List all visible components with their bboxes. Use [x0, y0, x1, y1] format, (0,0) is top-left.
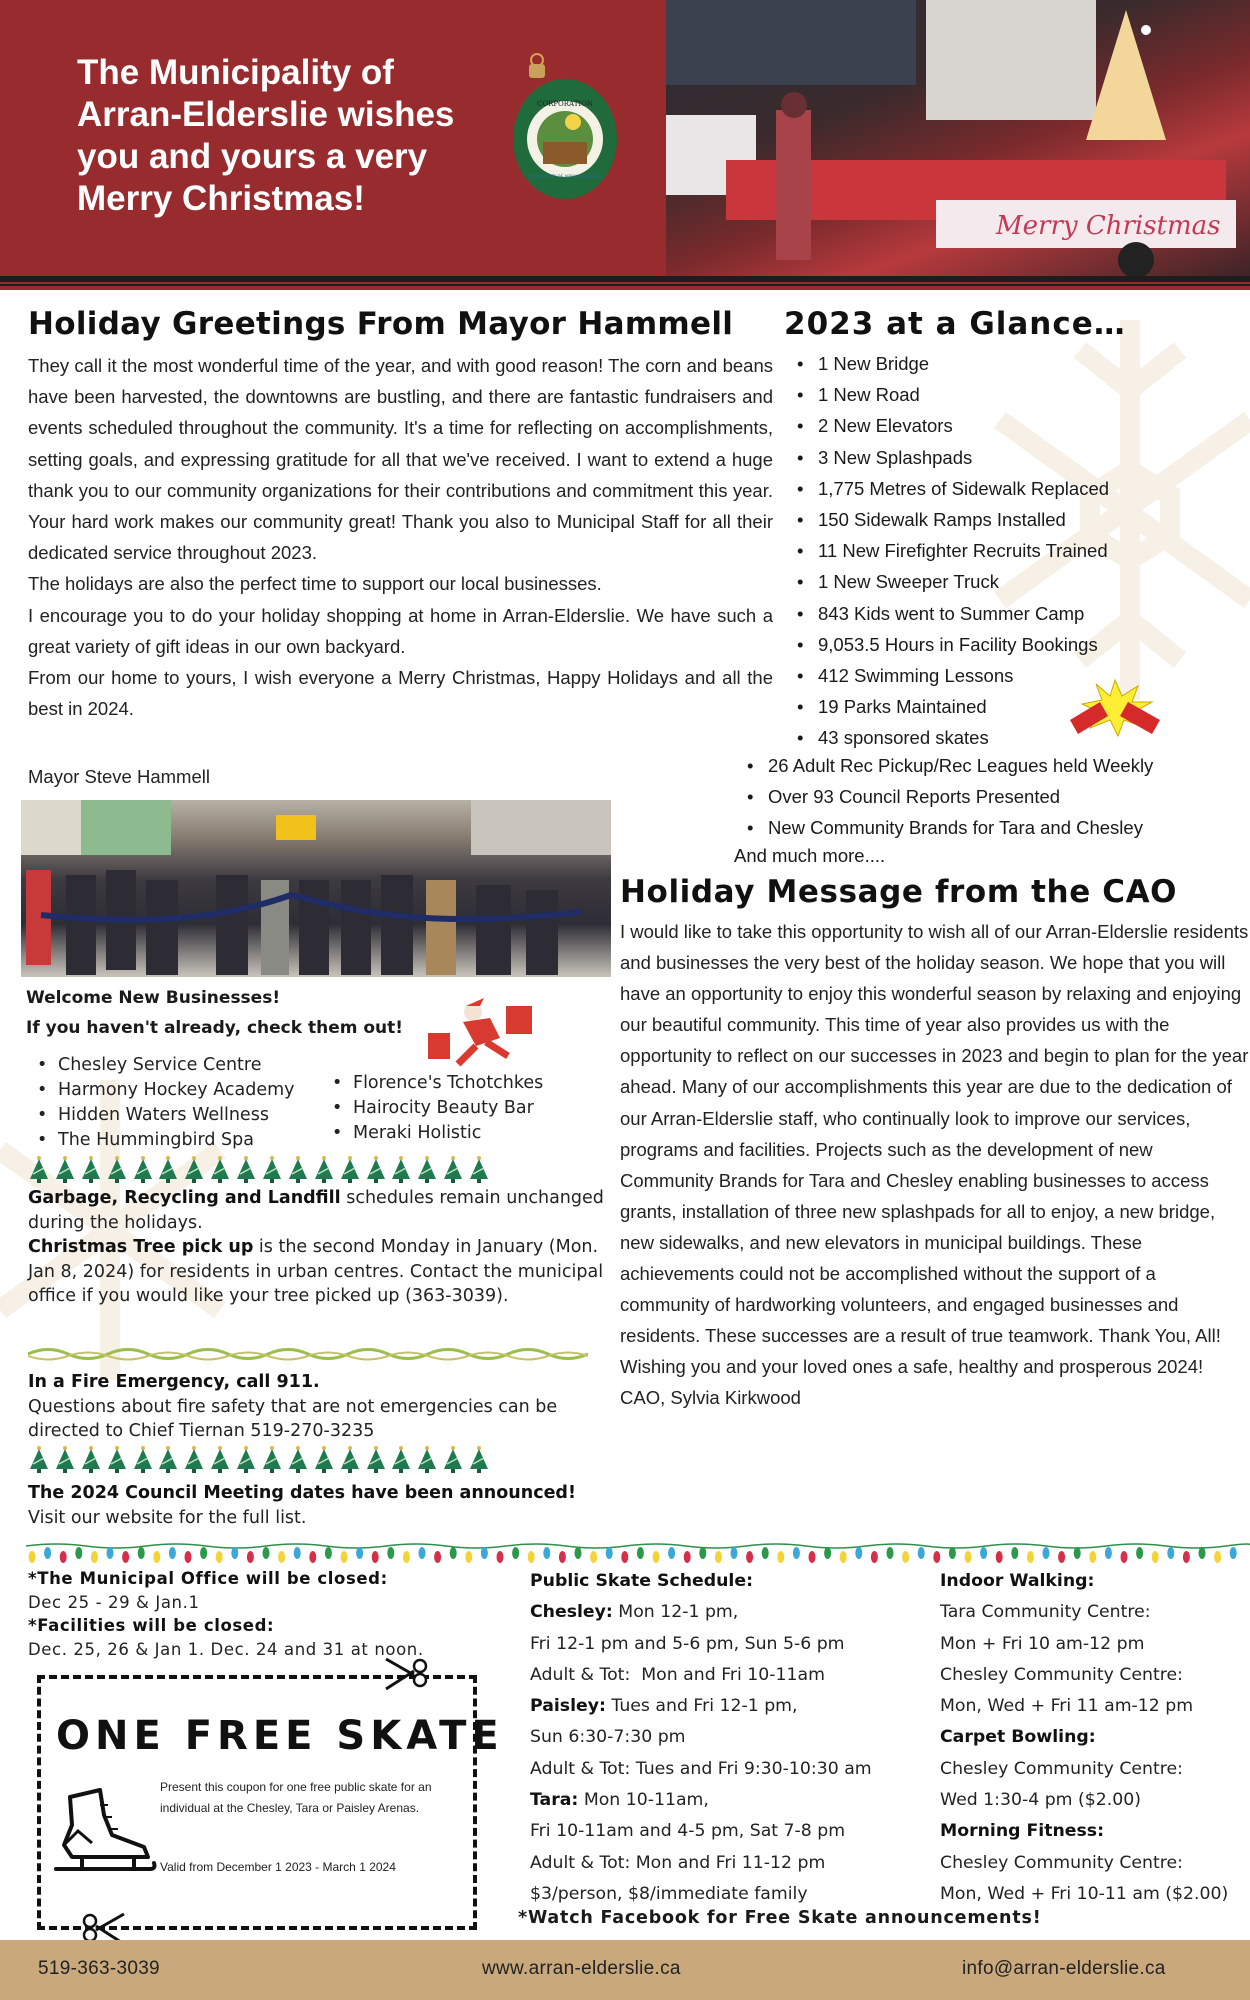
business-item: • Harmony Hockey Academy	[58, 1078, 295, 1103]
holly-garland-divider	[28, 1343, 588, 1365]
christmas-tree-icon	[416, 1156, 438, 1183]
christmas-tree-icon	[54, 1156, 76, 1183]
business-item: • Meraki Holistic	[353, 1121, 543, 1146]
glance-item: • New Community Brands for Tara and Chesley	[768, 812, 1153, 843]
ice-skate-icon	[52, 1785, 157, 1880]
christmas-tree-icon	[339, 1446, 361, 1473]
light-bulb-icon	[871, 1551, 878, 1563]
schedule-line: Sun 6:30-7:30 pm	[530, 1727, 686, 1748]
scissors-icon	[384, 1655, 430, 1691]
christmas-tree-icon	[106, 1156, 128, 1183]
business-item: • Hidden Waters Wellness	[58, 1103, 295, 1128]
christmas-tree-icon	[287, 1446, 309, 1473]
header-title-line: The Municipality of	[77, 53, 394, 92]
glance-item: • 26 Adult Rec Pickup/Rec Leagues held Weekly	[768, 750, 1153, 781]
council-notice-text: Visit our website for the full list.	[28, 1507, 307, 1528]
glance-section-title: 2023 at a Glance…	[784, 306, 1126, 342]
christmas-tree-icon	[157, 1156, 179, 1183]
schedule-line: Chesley Community Centre:	[940, 1758, 1183, 1779]
header-title-line: you and yours a very	[77, 137, 428, 176]
light-bulb-icon	[1011, 1547, 1018, 1559]
christmas-tree-icon	[442, 1156, 464, 1183]
businesses-list-right	[353, 1071, 543, 1146]
schedule-line: Mon 10-11am,	[578, 1790, 709, 1811]
christmas-tree-icon	[442, 1446, 464, 1473]
light-bulb-icon	[575, 1547, 582, 1559]
light-bulb-icon	[887, 1547, 894, 1559]
christmas-tree-icon	[157, 1446, 179, 1473]
office-closure-label: *The Municipal Office will be closed:	[28, 1569, 388, 1588]
glance-list-wide	[768, 750, 1153, 844]
light-bulb-icon	[902, 1551, 909, 1563]
schedule-line: Mon, Wed + Fri 11 am-12 pm	[940, 1696, 1194, 1717]
morning-fitness-title: Morning Fitness:	[940, 1821, 1105, 1842]
christmas-tree-icon	[390, 1156, 412, 1183]
light-bulb-icon	[809, 1551, 816, 1563]
coupon-body: Present this coupon for one free public skate for an individual at the Chesley, Tara or Paisley Arenas.	[160, 1780, 432, 1815]
light-bulb-icon	[497, 1551, 504, 1563]
light-bulb-icon	[138, 1547, 145, 1559]
mayor-signature: Mayor Steve Hammell	[28, 766, 210, 787]
schedule-line: Mon + Fri 10 am-12 pm	[940, 1633, 1145, 1654]
christmas-tree-icon	[261, 1156, 283, 1183]
coupon-title: ONE FREE SKATE	[56, 1713, 504, 1759]
light-bulb-icon	[1105, 1547, 1112, 1559]
light-bulb-icon	[403, 1551, 410, 1563]
businesses-list-left	[58, 1053, 295, 1153]
cao-paragraph: Wishing you and your loved ones a safe, healthy and prosperous 2024!	[620, 1356, 1204, 1378]
business-item: • Chesley Service Centre	[58, 1053, 295, 1078]
christmas-tree-icon	[261, 1446, 283, 1473]
light-bulb-icon	[263, 1547, 270, 1559]
light-bulb-icon	[481, 1547, 488, 1559]
office-closure-dates: Dec 25 - 29 & Jan.1	[28, 1592, 200, 1612]
cao-signature: CAO, Sylvia Kirkwood	[620, 1387, 801, 1409]
light-bulb-icon	[668, 1547, 675, 1559]
schedule-line: Mon 12-1 pm,	[612, 1602, 739, 1623]
light-bulb-icon	[341, 1551, 348, 1563]
light-bulb-icon	[1074, 1547, 1081, 1559]
christmas-lights-divider	[26, 1540, 1250, 1568]
christmas-tree-icon	[209, 1446, 231, 1473]
closures-notice	[28, 1567, 424, 1661]
light-bulb-icon	[1089, 1551, 1096, 1563]
light-bulb-icon	[949, 1547, 956, 1559]
carpet-bowling-title: Carpet Bowling:	[940, 1727, 1096, 1748]
light-bulb-icon	[122, 1551, 129, 1563]
parade-float-photo	[666, 0, 1250, 280]
light-bulb-icon	[1027, 1551, 1034, 1563]
fire-notice-bold: In a Fire Emergency, call 911.	[28, 1372, 320, 1392]
glance-item: • 19 Parks Maintained	[818, 691, 1109, 722]
cao-paragraph: I would like to take this opportunity to wish all of our Arran-Elderslie residents and businesses the very best of the holiday season. We hope that you will have an opportunity to enjoy this wonderful season by relaxing and enjoying our beautiful community. This time of year also provides us with the opportunity to reflect on our successes in 2023 and begin to plan for the year ahead. Many of our accomplishments this year are due to the dedication of our Arran-Elderslie staff, who continually look to improve our services, programs and facilities. Projects such as the development of new Community Brands for Tara and Chesley enabling businesses to access grants, installation of three new splashpads for all to enjoy, a new bridge, new sidewalks, and new elevators in municipal buildings. These achievements could not be accomplished without the support of a community of hardworking volunteers, and engaged businesses and residents. These successes are a result of true teamwork. Thank You, All!	[620, 921, 1249, 1347]
light-bulb-icon	[200, 1547, 207, 1559]
christmas-tree-icon	[390, 1446, 412, 1473]
light-bulb-icon	[528, 1551, 535, 1563]
ribbon-cutting-photo	[21, 800, 611, 977]
schedule-line: Fri 10-11am and 4-5 pm, Sat 7-8 pm	[530, 1821, 846, 1842]
christmas-tree-icon	[287, 1156, 309, 1183]
mayor-message	[28, 350, 773, 724]
glance-item: • 9,053.5 Hours in Facility Bookings	[818, 629, 1109, 660]
municipal-logo-ornament-icon	[497, 50, 627, 200]
christmas-tree-icon	[468, 1446, 490, 1473]
business-item: • Hairocity Beauty Bar	[353, 1096, 543, 1121]
christmas-tree-icon	[54, 1446, 76, 1473]
light-bulb-icon	[559, 1551, 566, 1563]
skate-schedule-title: Public Skate Schedule:	[530, 1571, 753, 1591]
glance-item: • 11 New Firefighter Recruits Trained	[818, 535, 1109, 566]
light-bulb-icon	[840, 1551, 847, 1563]
facilities-closure-dates: Dec. 25, 26 & Jan 1. Dec. 24 and 31 at noon.	[28, 1639, 424, 1659]
christmas-tree-icon	[235, 1446, 257, 1473]
light-bulb-icon	[1058, 1551, 1065, 1563]
light-bulb-icon	[419, 1547, 426, 1559]
footer-phone-link[interactable]: 519-363-3039	[38, 1958, 160, 1979]
businesses-title: Welcome New Businesses!	[26, 988, 281, 1008]
light-bulb-icon	[278, 1551, 285, 1563]
logo-text: CORPORATION	[536, 100, 594, 108]
glance-item: • 1 New Bridge	[818, 348, 1109, 379]
header-title-line: Merry Christmas!	[77, 179, 365, 218]
mayor-paragraph: They call it the most wonderful time of the year, and with good reason! The corn and beans have been harvested, the downtowns are bustling, and there are fantastic fundraisers and events scheduled throughout the community. It's a time for reflecting on accomplishments, setting goals, and expressing gratitude for all that we've received. I want to extend a huge thank you to our community organizations for their contributions and commitment this year. Your hard work makes our community great! Thank you also to Municipal Staff for all their dedicated service throughout 2023.	[28, 355, 773, 564]
header-title-line: Arran-Elderslie wishes	[77, 95, 455, 134]
mayor-paragraph: I encourage you to do your holiday shopping at home in Arran-Elderslie. We have such a great variety of gift ideas in our own backyard.	[28, 604, 773, 657]
glance-item: • 150 Sidewalk Ramps Installed	[818, 504, 1109, 535]
light-bulb-icon	[731, 1547, 738, 1559]
cao-message	[620, 916, 1250, 1414]
garbage-notice	[28, 1186, 608, 1309]
light-bulb-icon	[372, 1551, 379, 1563]
schedule-line: Tara Community Centre:	[940, 1602, 1151, 1623]
facilities-closure-label: *Facilities will be closed:	[28, 1616, 275, 1635]
skate-price: $3/person, $8/immediate family	[530, 1883, 808, 1904]
header-divider	[0, 284, 1250, 286]
light-bulb-icon	[653, 1551, 660, 1563]
glance-item: • Over 93 Council Reports Presented	[768, 781, 1153, 812]
christmas-tree-icon	[235, 1156, 257, 1183]
schedule-line: Mon, Wed + Fri 10-11 am ($2.00)	[940, 1883, 1229, 1904]
glance-item: • 1 New Road	[818, 379, 1109, 410]
indoor-walking-title: Indoor Walking:	[940, 1571, 1095, 1591]
light-bulb-icon	[294, 1547, 301, 1559]
christmas-tree-icon	[28, 1156, 50, 1183]
christmas-tree-icon	[80, 1156, 102, 1183]
paisley-label: Paisley:	[530, 1696, 606, 1717]
light-bulb-icon	[606, 1547, 613, 1559]
chesley-label: Chesley:	[530, 1602, 613, 1623]
light-bulb-icon	[543, 1547, 550, 1559]
christmas-tree-icon	[365, 1156, 387, 1183]
light-bulb-icon	[1152, 1551, 1159, 1563]
light-bulb-icon	[699, 1547, 706, 1559]
christmas-tree-icon	[80, 1446, 102, 1473]
light-bulb-icon	[590, 1551, 597, 1563]
glance-item: • 2 New Elevators	[818, 410, 1109, 441]
schedule-line: Adult & Tot: Mon and Fri 10-11am	[530, 1664, 825, 1685]
light-bulb-icon	[231, 1547, 238, 1559]
light-bulb-icon	[746, 1551, 753, 1563]
light-bulb-icon	[1199, 1547, 1206, 1559]
schedule-line: Chesley Community Centre:	[940, 1852, 1183, 1873]
council-notice-bold: The 2024 Council Meeting dates have been announced!	[28, 1483, 576, 1503]
christmas-tree-icon	[28, 1446, 50, 1473]
schedule-line: Wed 1:30-4 pm ($2.00)	[940, 1790, 1141, 1811]
christmas-tree-icon	[468, 1156, 490, 1183]
light-bulb-icon	[980, 1547, 987, 1559]
fire-notice	[28, 1370, 608, 1444]
light-bulb-icon	[75, 1547, 82, 1559]
light-bulb-icon	[185, 1551, 192, 1563]
schedule-line: Tues and Fri 12-1 pm,	[605, 1696, 798, 1717]
council-notice	[28, 1481, 608, 1530]
christmas-tree-icon	[416, 1446, 438, 1473]
christmas-tree-icon	[132, 1446, 154, 1473]
activities-schedule	[940, 1566, 1228, 1910]
glance-item: • 3 New Splashpads	[818, 442, 1109, 473]
business-item: • Florence's Tchotchkes	[353, 1071, 543, 1096]
light-bulb-icon	[434, 1551, 441, 1563]
glance-item: • 412 Swimming Lessons	[818, 660, 1109, 691]
light-bulb-icon	[793, 1547, 800, 1559]
light-bulb-icon	[247, 1551, 254, 1563]
christmas-tree-icon	[313, 1156, 335, 1183]
light-bulb-icon	[450, 1547, 457, 1559]
light-bulb-icon	[965, 1551, 972, 1563]
christmas-tree-icon	[183, 1156, 205, 1183]
light-bulb-icon	[824, 1547, 831, 1559]
cao-section-title: Holiday Message from the CAO	[620, 874, 1178, 910]
schedule-line: Adult & Tot: Tues and Fri 9:30-10:30 am	[530, 1758, 872, 1779]
header-divider	[0, 276, 1250, 282]
light-bulb-icon	[91, 1551, 98, 1563]
light-bulb-icon	[918, 1547, 925, 1559]
light-bulb-icon	[715, 1551, 722, 1563]
christmas-tree-icon	[339, 1156, 361, 1183]
light-bulb-icon	[169, 1547, 176, 1559]
christmas-tree-icon	[209, 1156, 231, 1183]
light-bulb-icon	[29, 1551, 36, 1563]
tree-divider	[28, 1156, 490, 1183]
garbage-notice-bold: Garbage, Recycling and Landfill	[28, 1188, 341, 1208]
christmas-cracker-icon	[1060, 678, 1170, 738]
light-bulb-icon	[777, 1551, 784, 1563]
light-bulb-icon	[762, 1547, 769, 1559]
glance-item: • 1,775 Metres of Sidewalk Replaced	[818, 473, 1109, 504]
coupon-valid-dates: Valid from December 1 2023 - March 1 2024	[160, 1860, 396, 1874]
fire-notice-text: Questions about fire safety that are not emergencies can be directed to Chief Tiernan 519-270-3235	[28, 1396, 558, 1441]
light-bulb-icon	[855, 1547, 862, 1559]
schedule-line: Chesley Community Centre:	[940, 1664, 1183, 1685]
mayor-paragraph: From our home to yours, I wish everyone a Merry Christmas, Happy Holidays and all the best in 2024.	[28, 667, 773, 720]
facebook-announcement: *Watch Facebook for Free Skate announcements!	[518, 1908, 1042, 1928]
light-bulb-icon	[512, 1547, 519, 1559]
header-title	[77, 52, 477, 220]
footer-email-link[interactable]: info@arran-elderslie.ca	[962, 1958, 1166, 1979]
light-bulb-icon	[153, 1551, 160, 1563]
glance-item: • 843 Kids went to Summer Camp	[818, 598, 1109, 629]
logo-text-bottom: MUNICIPALITY OF ARRAN-ELDERSLIE	[528, 174, 602, 179]
light-bulb-icon	[1230, 1547, 1237, 1559]
tara-label: Tara:	[530, 1790, 579, 1811]
light-bulb-icon	[44, 1547, 51, 1559]
light-bulb-icon	[933, 1551, 940, 1563]
christmas-tree-icon	[313, 1446, 335, 1473]
light-bulb-icon	[1121, 1551, 1128, 1563]
mayor-section-title: Holiday Greetings From Mayor Hammell	[28, 306, 734, 342]
santa-shopping-icon	[428, 998, 538, 1073]
light-bulb-icon	[216, 1551, 223, 1563]
float-banner-text: Merry Christmas	[996, 211, 1221, 241]
light-bulb-icon	[107, 1547, 114, 1559]
light-bulb-icon	[309, 1551, 316, 1563]
schedule-line: Adult & Tot: Mon and Fri 11-12 pm	[530, 1852, 826, 1873]
garbage-notice-text: schedules remain unchanged during the holidays.	[28, 1188, 604, 1233]
tree-pickup-bold: Christmas Tree pick up	[28, 1237, 254, 1257]
glance-item: • 1 New Sweeper Truck	[818, 566, 1109, 597]
light-bulb-icon	[465, 1551, 472, 1563]
light-bulb-icon	[1183, 1551, 1190, 1563]
christmas-tree-icon	[365, 1446, 387, 1473]
footer-website-link[interactable]: www.arran-elderslie.ca	[482, 1958, 681, 1979]
light-bulb-icon	[996, 1551, 1003, 1563]
light-bulb-icon	[356, 1547, 363, 1559]
schedule-line: Fri 12-1 pm and 5-6 pm, Sun 5-6 pm	[530, 1633, 845, 1654]
light-bulb-icon	[387, 1547, 394, 1559]
glance-more-text: And much more....	[734, 845, 886, 866]
tree-pickup-text: is the second Monday in January (Mon. Jan 8, 2024) for residents in urban centres. Contact the municipal office if you would like your tree picked up (363-3039).	[28, 1237, 604, 1306]
light-bulb-icon	[1167, 1547, 1174, 1559]
light-bulb-icon	[621, 1551, 628, 1563]
business-item: • The Hummingbird Spa	[58, 1128, 295, 1153]
public-skate-schedule	[530, 1566, 872, 1910]
light-bulb-icon	[1136, 1547, 1143, 1559]
light-bulb-icon	[637, 1547, 644, 1559]
tree-divider	[28, 1446, 490, 1473]
light-bulb-icon	[684, 1551, 691, 1563]
christmas-tree-icon	[132, 1156, 154, 1183]
light-bulb-icon	[325, 1547, 332, 1559]
light-bulb-icon	[60, 1551, 67, 1563]
light-bulb-icon	[1043, 1547, 1050, 1559]
christmas-tree-icon	[106, 1446, 128, 1473]
businesses-subtitle: If you haven't already, check them out!	[26, 1018, 404, 1038]
lights-wire	[26, 1544, 1250, 1548]
glance-item: • 43 sponsored skates	[818, 722, 1109, 753]
mayor-paragraph: The holidays are also the perfect time to support our local businesses.	[28, 573, 602, 595]
christmas-tree-icon	[183, 1446, 205, 1473]
light-bulb-icon	[1214, 1551, 1221, 1563]
